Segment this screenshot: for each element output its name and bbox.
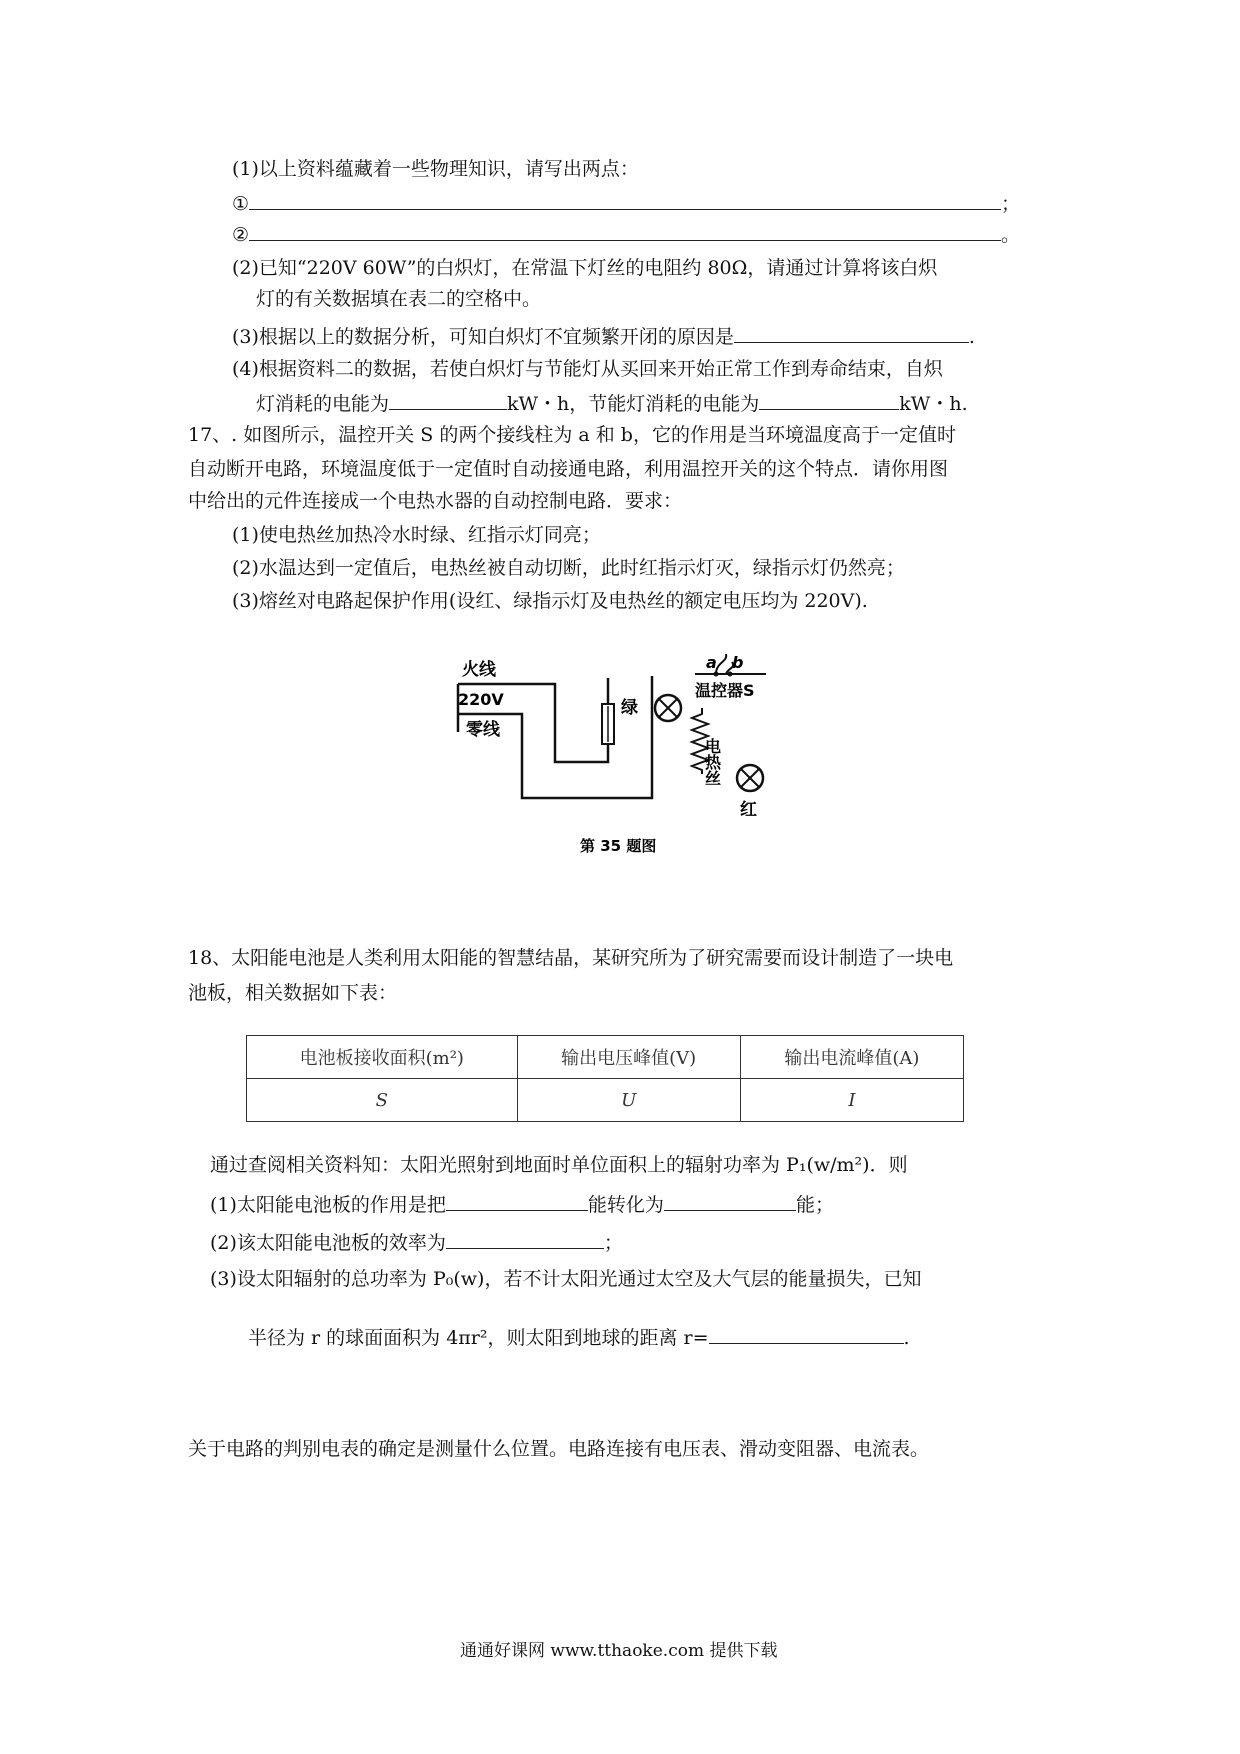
answer-blank-4[interactable] — [389, 389, 507, 410]
q18-part1 — [210, 1190, 834, 1218]
terminal-a-dot — [714, 672, 719, 677]
answer-blank-2[interactable] — [249, 220, 1001, 241]
terminal-a-label: a — [706, 653, 717, 672]
heater-label: 电热丝 — [702, 738, 722, 786]
q16-part4-text-b: kW・h，节能灯消耗的电能为 — [507, 393, 760, 415]
q16-part1: (1)以上资料蕴藏着一些物理知识，请写出两点： — [232, 158, 639, 180]
answer-blank-7[interactable] — [664, 1190, 796, 1211]
neutral-wire-label: 零线 — [466, 720, 500, 740]
table-cell: I — [740, 1079, 963, 1122]
red-lamp-label: 红 — [740, 800, 757, 820]
q17-req3: (3)熔丝对电路起保护作用(设红、绿指示灯及电热丝的额定电压均为 220V). — [232, 590, 868, 612]
answer-blank-8[interactable] — [446, 1228, 604, 1249]
q18-part3-line2 — [248, 1323, 910, 1351]
answer-blank-9[interactable] — [709, 1323, 904, 1344]
q16-part4-line1: (4)根据资料二的数据，若使白炽灯与节能灯从买回来开始正常工作到寿命结束，自炽 — [232, 358, 943, 380]
q16-part4-line2 — [256, 389, 968, 417]
circuit-note: 关于电路的判别电表的确定是测量什么位置。电路连接有电压表、滑动变阻器、电流表。 — [188, 1438, 930, 1460]
live-wire-label: 火线 — [462, 660, 496, 680]
answer-blank-6[interactable] — [446, 1190, 588, 1211]
voltage-label: 220V — [458, 690, 504, 709]
period: . — [968, 326, 975, 348]
terminal-b-label: b — [732, 653, 744, 672]
q16-part3 — [232, 322, 975, 350]
q18-part2 — [210, 1228, 623, 1256]
figure-caption: 第 35 题图 — [580, 837, 657, 855]
q18-part3-text: 半径为 r 的球面面积为 4πr²，则太阳到地球的距离 r= — [248, 1327, 709, 1349]
q17-req1: (1)使电热丝加热冷水时绿、红指示灯同亮； — [232, 524, 601, 546]
q16-answer-line-1 — [232, 189, 1020, 217]
q18-part3: (3)设太阳辐射的总功率为 P₀(w)，若不计太阳光通过太空及大气层的能量损失，已知 — [210, 1268, 922, 1290]
solar-panel-table — [246, 1035, 964, 1122]
table-cell: U — [517, 1079, 740, 1122]
answer-blank-3[interactable] — [734, 322, 969, 343]
period: 。 — [1001, 224, 1021, 246]
q16-part2-line1: (2)已知“220V 60W”的白炽灯，在常温下灯丝的电阻约 80Ω，请通过计算将该白炽 — [232, 257, 938, 279]
q18-intro: 通过查阅相关资料知：太阳光照射到地面时单位面积上的辐射功率为 P₁(w/m²)．则 — [210, 1154, 908, 1176]
table-header-row — [247, 1036, 964, 1079]
semicolon: ； — [603, 1232, 623, 1254]
q17-req2: (2)水温达到一定值后，电热丝被自动切断，此时红指示灯灭，绿指示灯仍然亮； — [232, 557, 905, 579]
table-header-cell: 电池板接收面积(m²) — [247, 1036, 518, 1079]
q18-part1-text-c: 能； — [795, 1194, 834, 1216]
table-header-cell: 输出电流峰值(A) — [740, 1036, 963, 1079]
q16-answer-line-2 — [232, 220, 1020, 248]
q16-part4-text-a: 灯消耗的电能为 — [256, 393, 390, 415]
circle-two-mark: ② — [232, 224, 250, 246]
green-lamp-label: 绿 — [621, 698, 638, 718]
q18-part1-text-b: 能转化为 — [587, 1194, 664, 1216]
q16-part4-text-c: kW・h. — [899, 393, 968, 415]
answer-blank-5[interactable] — [759, 389, 899, 410]
q17-line2: 自动断开电路，环境温度低于一定值时自动接通电路，利用温控开关的这个特点．请你用图 — [188, 458, 949, 480]
answer-blank-1[interactable] — [249, 189, 1001, 210]
terminal-b-dot — [728, 672, 733, 677]
page-footer: 通通好课网 www.tthaoke.com 提供下载 — [460, 1641, 778, 1661]
semicolon: ； — [1001, 193, 1021, 215]
q16-part2-line2: 灯的有关数据填在表二的空格中。 — [256, 288, 542, 310]
circle-one-mark: ① — [232, 193, 250, 215]
period: . — [903, 1327, 910, 1349]
thermostat-contact-icon — [716, 654, 733, 674]
q18-line2: 池板，相关数据如下表： — [188, 982, 398, 1004]
q17-line3: 中给出的元件连接成一个电热水器的自动控制电路．要求： — [188, 490, 683, 512]
table-header-cell: 输出电压峰值(V) — [517, 1036, 740, 1079]
q18-part1-text-a: (1)太阳能电池板的作用是把 — [210, 1194, 446, 1216]
thermostat-label: 温控器S — [695, 681, 755, 700]
table-row — [247, 1079, 964, 1122]
circuit-figure — [440, 648, 820, 858]
table-cell: S — [247, 1079, 518, 1122]
q18-part2-text: (2)该太阳能电池板的效率为 — [210, 1232, 446, 1254]
q16-part3-text: (3)根据以上的数据分析，可知白炽灯不宜频繁开闭的原因是 — [232, 326, 734, 348]
q17-line1: 17、. 如图所示，温控开关 S 的两个接线柱为 a 和 b，它的作用是当环境温度高于一定值时 — [188, 424, 956, 446]
q18-line1: 18、太阳能电池是人类利用太阳能的智慧结晶，某研究所为了研究需要而设计制造了一块电 — [188, 947, 954, 969]
